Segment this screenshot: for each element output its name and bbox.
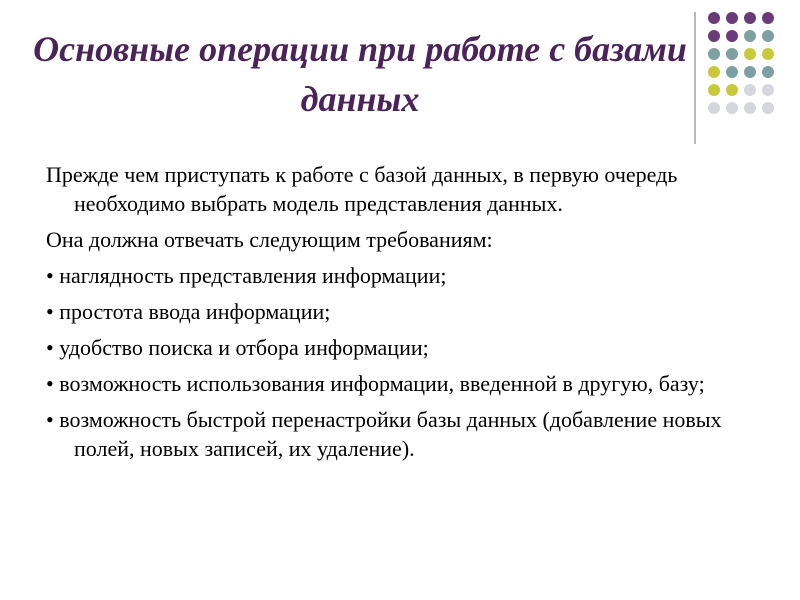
decorative-dot <box>726 66 738 78</box>
slide-body <box>46 160 766 470</box>
decorative-vertical-line <box>694 12 696 144</box>
decorative-dot <box>708 30 720 42</box>
decorative-dot <box>726 102 738 114</box>
requirements-heading: Она должна отвечать следующим требованиям: <box>46 227 493 252</box>
decorative-dot <box>708 12 720 24</box>
intro-paragraph: Прежде чем приступать к работе с базой данных, в первую очередь необходимо выбрать модель представления данных. <box>46 162 678 216</box>
bullet-item: • простота ввода информации; <box>46 299 331 324</box>
bullet-item: • удобство поиска и отбора информации; <box>46 335 429 360</box>
bullet-item: • наглядность представления информации; <box>46 263 447 288</box>
decorative-dot-grid <box>708 12 780 136</box>
decorative-dot <box>744 84 756 96</box>
decorative-dot <box>708 48 720 60</box>
decorative-dot <box>726 30 738 42</box>
bullet-item: • возможность быстрой перенастройки базы данных (добавление новых полей, новых записей, их удаление). <box>46 407 722 461</box>
decorative-dot <box>744 12 756 24</box>
decorative-dot <box>744 66 756 78</box>
decorative-dot <box>744 102 756 114</box>
decorative-dot <box>744 48 756 60</box>
decorative-dot <box>726 48 738 60</box>
decorative-dot <box>708 84 720 96</box>
decorative-dot <box>708 102 720 114</box>
decorative-dot <box>762 66 774 78</box>
decorative-dot <box>726 12 738 24</box>
decorative-dot <box>744 30 756 42</box>
decorative-dot <box>762 102 774 114</box>
decorative-dot <box>726 84 738 96</box>
slide-title: Основные операции при работе с базами данных <box>33 29 687 119</box>
bullet-item: • возможность использования информации, введенной в другую, базу; <box>46 371 705 396</box>
decorative-dot <box>708 66 720 78</box>
decorative-dot <box>762 30 774 42</box>
decorative-dot <box>762 48 774 60</box>
decorative-dot <box>762 12 774 24</box>
decorative-dot <box>762 84 774 96</box>
